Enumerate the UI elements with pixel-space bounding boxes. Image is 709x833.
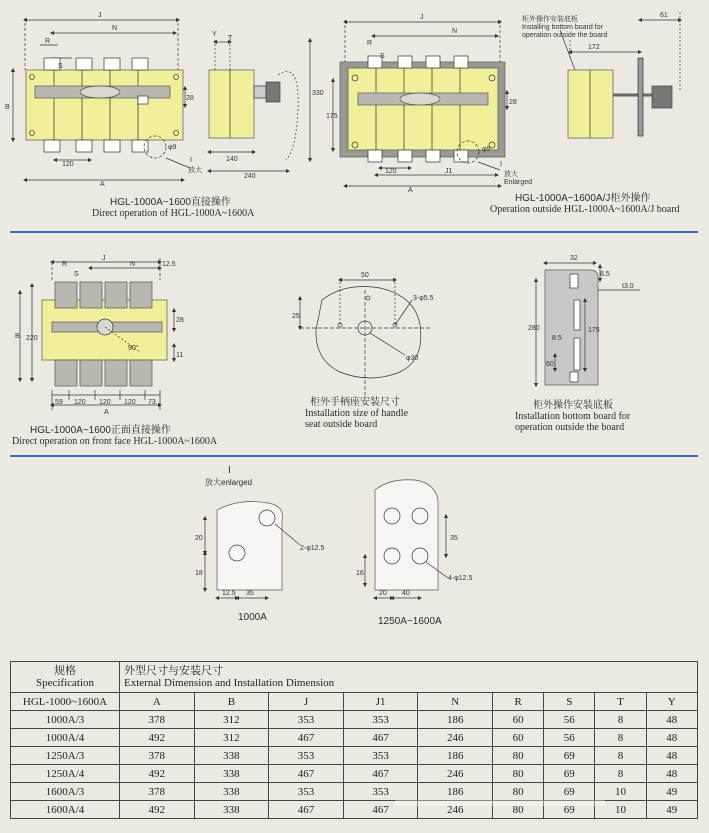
value-cell-b: 338 <box>194 783 269 801</box>
spec-header-en: Specification <box>35 677 95 689</box>
value-cell-j: 353 <box>269 711 344 729</box>
fig3-dim-90: 90° <box>128 345 139 352</box>
fig2-enlarged-en: Enlarged <box>504 179 533 186</box>
fig2-enlarged-cn: 放大 <box>504 171 518 178</box>
fig1-caption-cn: HGL-1000A~1600直接操作 <box>110 197 231 208</box>
fig1-dim-B: B <box>5 104 10 111</box>
value-cell-r: 80 <box>493 765 544 783</box>
fig6-caption: 1000A <box>238 612 267 623</box>
value-cell-j: 467 <box>269 729 344 747</box>
value-cell-j: 353 <box>269 783 344 801</box>
fig2-caption-en: Operation outside HGL-1000A~1600A/J board <box>490 204 680 215</box>
fig4-holes: 3-φ5.5 <box>413 295 434 302</box>
value-cell-s: 69 <box>544 765 595 783</box>
model-cell: HGL-1000~1600A <box>11 693 120 711</box>
fig4-caption-cn: 柜外手柄座安装尺寸 <box>310 397 400 408</box>
fig1-dim-N: N <box>112 25 118 32</box>
fig1-dim-S: S <box>58 63 63 70</box>
table-row <box>11 765 698 783</box>
fig1-dim-240: 240 <box>244 173 256 180</box>
ext-header-en: External Dimension and Installation Dimension <box>124 677 335 689</box>
value-cell-n: 186 <box>418 711 493 729</box>
fig5-caption-en1: Installation bottom board for <box>515 411 631 422</box>
col-Y: Y <box>646 693 697 711</box>
fig7-dim-16: 16 <box>356 570 364 577</box>
fig2-dim-A: A <box>408 187 413 194</box>
value-cell-r: 80 <box>493 783 544 801</box>
fig6-dim-35: 35 <box>246 590 254 597</box>
fig1-caption-en: Direct operation of HGL-1000A~1600A <box>92 208 255 219</box>
value-cell-s: 56 <box>544 729 595 747</box>
value-cell-a: 378 <box>120 711 195 729</box>
fig1-dim-120: 120 <box>62 161 74 168</box>
fig1-I: I <box>190 157 192 164</box>
fig2-note-en1: Installing bottom board for <box>522 24 603 31</box>
value-cell-j1: 353 <box>343 711 418 729</box>
fig2-dim-S: S <box>380 53 385 60</box>
fig3-front-view <box>20 258 174 410</box>
ext-header-cn: 外型尺寸与安装尺寸 <box>124 665 223 677</box>
spec-cell: 1250A/4 <box>11 765 120 783</box>
fig2-phi9: φ9 <box>482 146 491 153</box>
spec-header-cn: 规格 <box>54 665 76 677</box>
value-cell-j: 467 <box>269 765 344 783</box>
value-cell-t: 10 <box>595 801 646 819</box>
fig1-phi9: φ9 <box>168 144 177 151</box>
ext-header <box>120 662 698 693</box>
fig2-dim-J1: J1 <box>445 168 453 175</box>
fig2-dim-J: J <box>420 14 424 21</box>
fig3-bottom-2: 120 <box>99 399 111 406</box>
fig3-bottom-1: 120 <box>74 399 86 406</box>
value-cell-r: 80 <box>493 747 544 765</box>
value-cell-b: 312 <box>194 711 269 729</box>
value-cell-t: 8 <box>595 711 646 729</box>
spec-cell: 1600A/3 <box>11 783 120 801</box>
col-J1: J1 <box>343 693 418 711</box>
value-cell-n: 246 <box>418 801 493 819</box>
value-cell-r: 60 <box>493 711 544 729</box>
fig2-dim-61: 61 <box>660 12 668 19</box>
value-cell-t: 8 <box>595 729 646 747</box>
fig4-dim-25: 25 <box>292 313 300 320</box>
value-cell-b: 338 <box>194 765 269 783</box>
value-cell-a: 378 <box>120 747 195 765</box>
fig3-dim-J: J <box>102 255 106 262</box>
value-cell-y: 48 <box>646 729 697 747</box>
value-cell-s: 56 <box>544 711 595 729</box>
fig3-bottom-4: 73 <box>148 399 156 406</box>
col-T: T <box>595 693 646 711</box>
fig5-dim-32: 32 <box>570 255 578 262</box>
value-cell-a: 492 <box>120 801 195 819</box>
value-cell-j1: 467 <box>343 765 418 783</box>
fig1-dim-28: 28 <box>186 95 194 102</box>
fig1-dim-Y: Y <box>212 31 217 38</box>
fig3-dim-N: N <box>130 261 136 268</box>
fig3-dim-12-5: 12.5 <box>162 261 176 268</box>
fig1-enlarged: 放大 <box>188 167 202 174</box>
col-A: A <box>120 693 195 711</box>
fig2-front-view <box>333 20 507 186</box>
fig2-caption-cn: HGL-1000A~1600A/J柜外操作 <box>515 193 651 204</box>
fig5-caption-cn: 柜外操作安装底板 <box>533 400 613 411</box>
value-cell-j: 467 <box>269 801 344 819</box>
fig5-dim-8-5b: 8.5 <box>552 335 562 342</box>
spec-cell: 1600A/4 <box>11 801 120 819</box>
fig6-header: 放大enlarged <box>205 478 253 487</box>
fig1-dim-J: J <box>98 12 102 19</box>
spec-cell: 1000A/4 <box>11 729 120 747</box>
value-cell-a: 492 <box>120 729 195 747</box>
value-cell-n: 246 <box>418 729 493 747</box>
value-cell-r: 80 <box>493 801 544 819</box>
fig2-I: I <box>500 161 502 168</box>
value-cell-j: 353 <box>269 747 344 765</box>
fig4-caption-en1: Installation size of handle <box>305 408 409 419</box>
fig3-dim-R: R <box>62 261 68 268</box>
spec-cell: 1250A/3 <box>11 747 120 765</box>
value-cell-t: 10 <box>595 783 646 801</box>
fig1-dim-R: R <box>45 38 51 45</box>
fig2-note-cn: 柜外操作安装底板 <box>522 16 578 23</box>
fig3-dim-28: 28 <box>176 317 184 324</box>
value-cell-j1: 353 <box>343 783 418 801</box>
value-cell-a: 378 <box>120 783 195 801</box>
fig2-dim-R: R <box>367 40 373 47</box>
value-cell-b: 338 <box>194 801 269 819</box>
spec-table <box>10 661 698 819</box>
fig3-caption-en: Direct operation on front face HGL-1000A~1600A <box>12 436 218 447</box>
value-cell-j1: 467 <box>343 801 418 819</box>
value-cell-n: 186 <box>418 747 493 765</box>
fig6-dim-18: 18 <box>195 570 203 577</box>
fig6-dim-20: 20 <box>195 535 203 542</box>
value-cell-j1: 353 <box>343 747 418 765</box>
value-cell-b: 312 <box>194 729 269 747</box>
fig5-dim-8-5a: 8.5 <box>600 271 610 278</box>
fig2-note-en2: operation outside the board <box>522 32 608 39</box>
value-cell-b: 338 <box>194 747 269 765</box>
col-N: N <box>418 693 493 711</box>
fig5-caption-en2: operation outside the board <box>515 422 625 433</box>
table-row <box>11 711 698 729</box>
col-S: S <box>544 693 595 711</box>
value-cell-t: 8 <box>595 765 646 783</box>
col-J: J <box>269 693 344 711</box>
value-cell-s: 69 <box>544 801 595 819</box>
fig1-dim-330: 330 <box>312 90 324 97</box>
fig3-dim-B: B <box>15 333 20 340</box>
fig5-t3: t3.0 <box>622 283 634 290</box>
value-cell-y: 48 <box>646 711 697 729</box>
fig6-dim-12-5: 12.5 <box>222 590 236 597</box>
fig1-dim-T: T <box>228 35 233 42</box>
fig7-dim-20: 20 <box>379 590 387 597</box>
value-cell-y: 49 <box>646 801 697 819</box>
col-B: B <box>194 693 269 711</box>
value-cell-j1: 467 <box>343 729 418 747</box>
table-row <box>11 747 698 765</box>
value-cell-a: 492 <box>120 765 195 783</box>
fig7-caption: 1250A~1600A <box>378 616 442 627</box>
fig5-dim-175: 175 <box>588 327 600 334</box>
watermark-strip <box>395 800 605 806</box>
fig7-terminal-1250-1600a <box>365 480 448 598</box>
fig3-bottom-3: 120 <box>124 399 136 406</box>
table-row <box>11 729 698 747</box>
fig2-dim-N: N <box>452 28 458 35</box>
fig5-dim-280: 280 <box>528 325 540 332</box>
fig6-header-I: I <box>228 465 231 476</box>
fig3-caption-cn: HGL-1000A~1600正面直接操作 <box>30 425 171 436</box>
value-cell-n: 246 <box>418 765 493 783</box>
fig2-dim-172: 172 <box>588 44 600 51</box>
fig2-dim-28: 28 <box>509 99 517 106</box>
fig1-dim-140: 140 <box>226 156 238 163</box>
fig3-dim-S: S <box>74 271 79 278</box>
fig7-dim-40: 40 <box>402 590 410 597</box>
spec-header <box>11 662 120 693</box>
value-cell-y: 49 <box>646 783 697 801</box>
fig5-dim-60: 60 <box>546 361 554 368</box>
fig1-front-view <box>13 18 190 180</box>
table-row <box>11 783 698 801</box>
col-R: R <box>493 693 544 711</box>
fig6-terminal-1000a <box>205 502 300 598</box>
fig4-phi30: φ30 <box>406 355 419 362</box>
value-cell-s: 69 <box>544 783 595 801</box>
spec-cell: 1000A/3 <box>11 711 120 729</box>
fig7-dim-35: 35 <box>450 535 458 542</box>
fig3-bottom-0: 59 <box>55 399 63 406</box>
value-cell-s: 69 <box>544 747 595 765</box>
fig3-dim-A: A <box>104 409 109 416</box>
fig4-handle-seat <box>300 278 430 395</box>
value-cell-n: 186 <box>418 783 493 801</box>
fig3-dim-220: 220 <box>26 335 38 342</box>
fig3-dim-11: 11 <box>176 352 184 359</box>
value-cell-r: 60 <box>493 729 544 747</box>
fig7-holes: 4-φ12.5 <box>448 575 473 582</box>
fig4-dim-50: 50 <box>361 272 369 279</box>
fig1-dim-A: A <box>100 181 105 188</box>
table-column-row <box>11 693 698 711</box>
value-cell-t: 8 <box>595 747 646 765</box>
fig4-caption-en2: seat outside board <box>305 419 378 430</box>
fig1-side-view <box>209 40 310 171</box>
fig6-holes: 2-φ12.5 <box>300 545 325 552</box>
value-cell-y: 48 <box>646 765 697 783</box>
fig2-dim-120: 120 <box>385 168 397 175</box>
fig2-dim-175: 175 <box>326 113 338 120</box>
value-cell-y: 48 <box>646 747 697 765</box>
